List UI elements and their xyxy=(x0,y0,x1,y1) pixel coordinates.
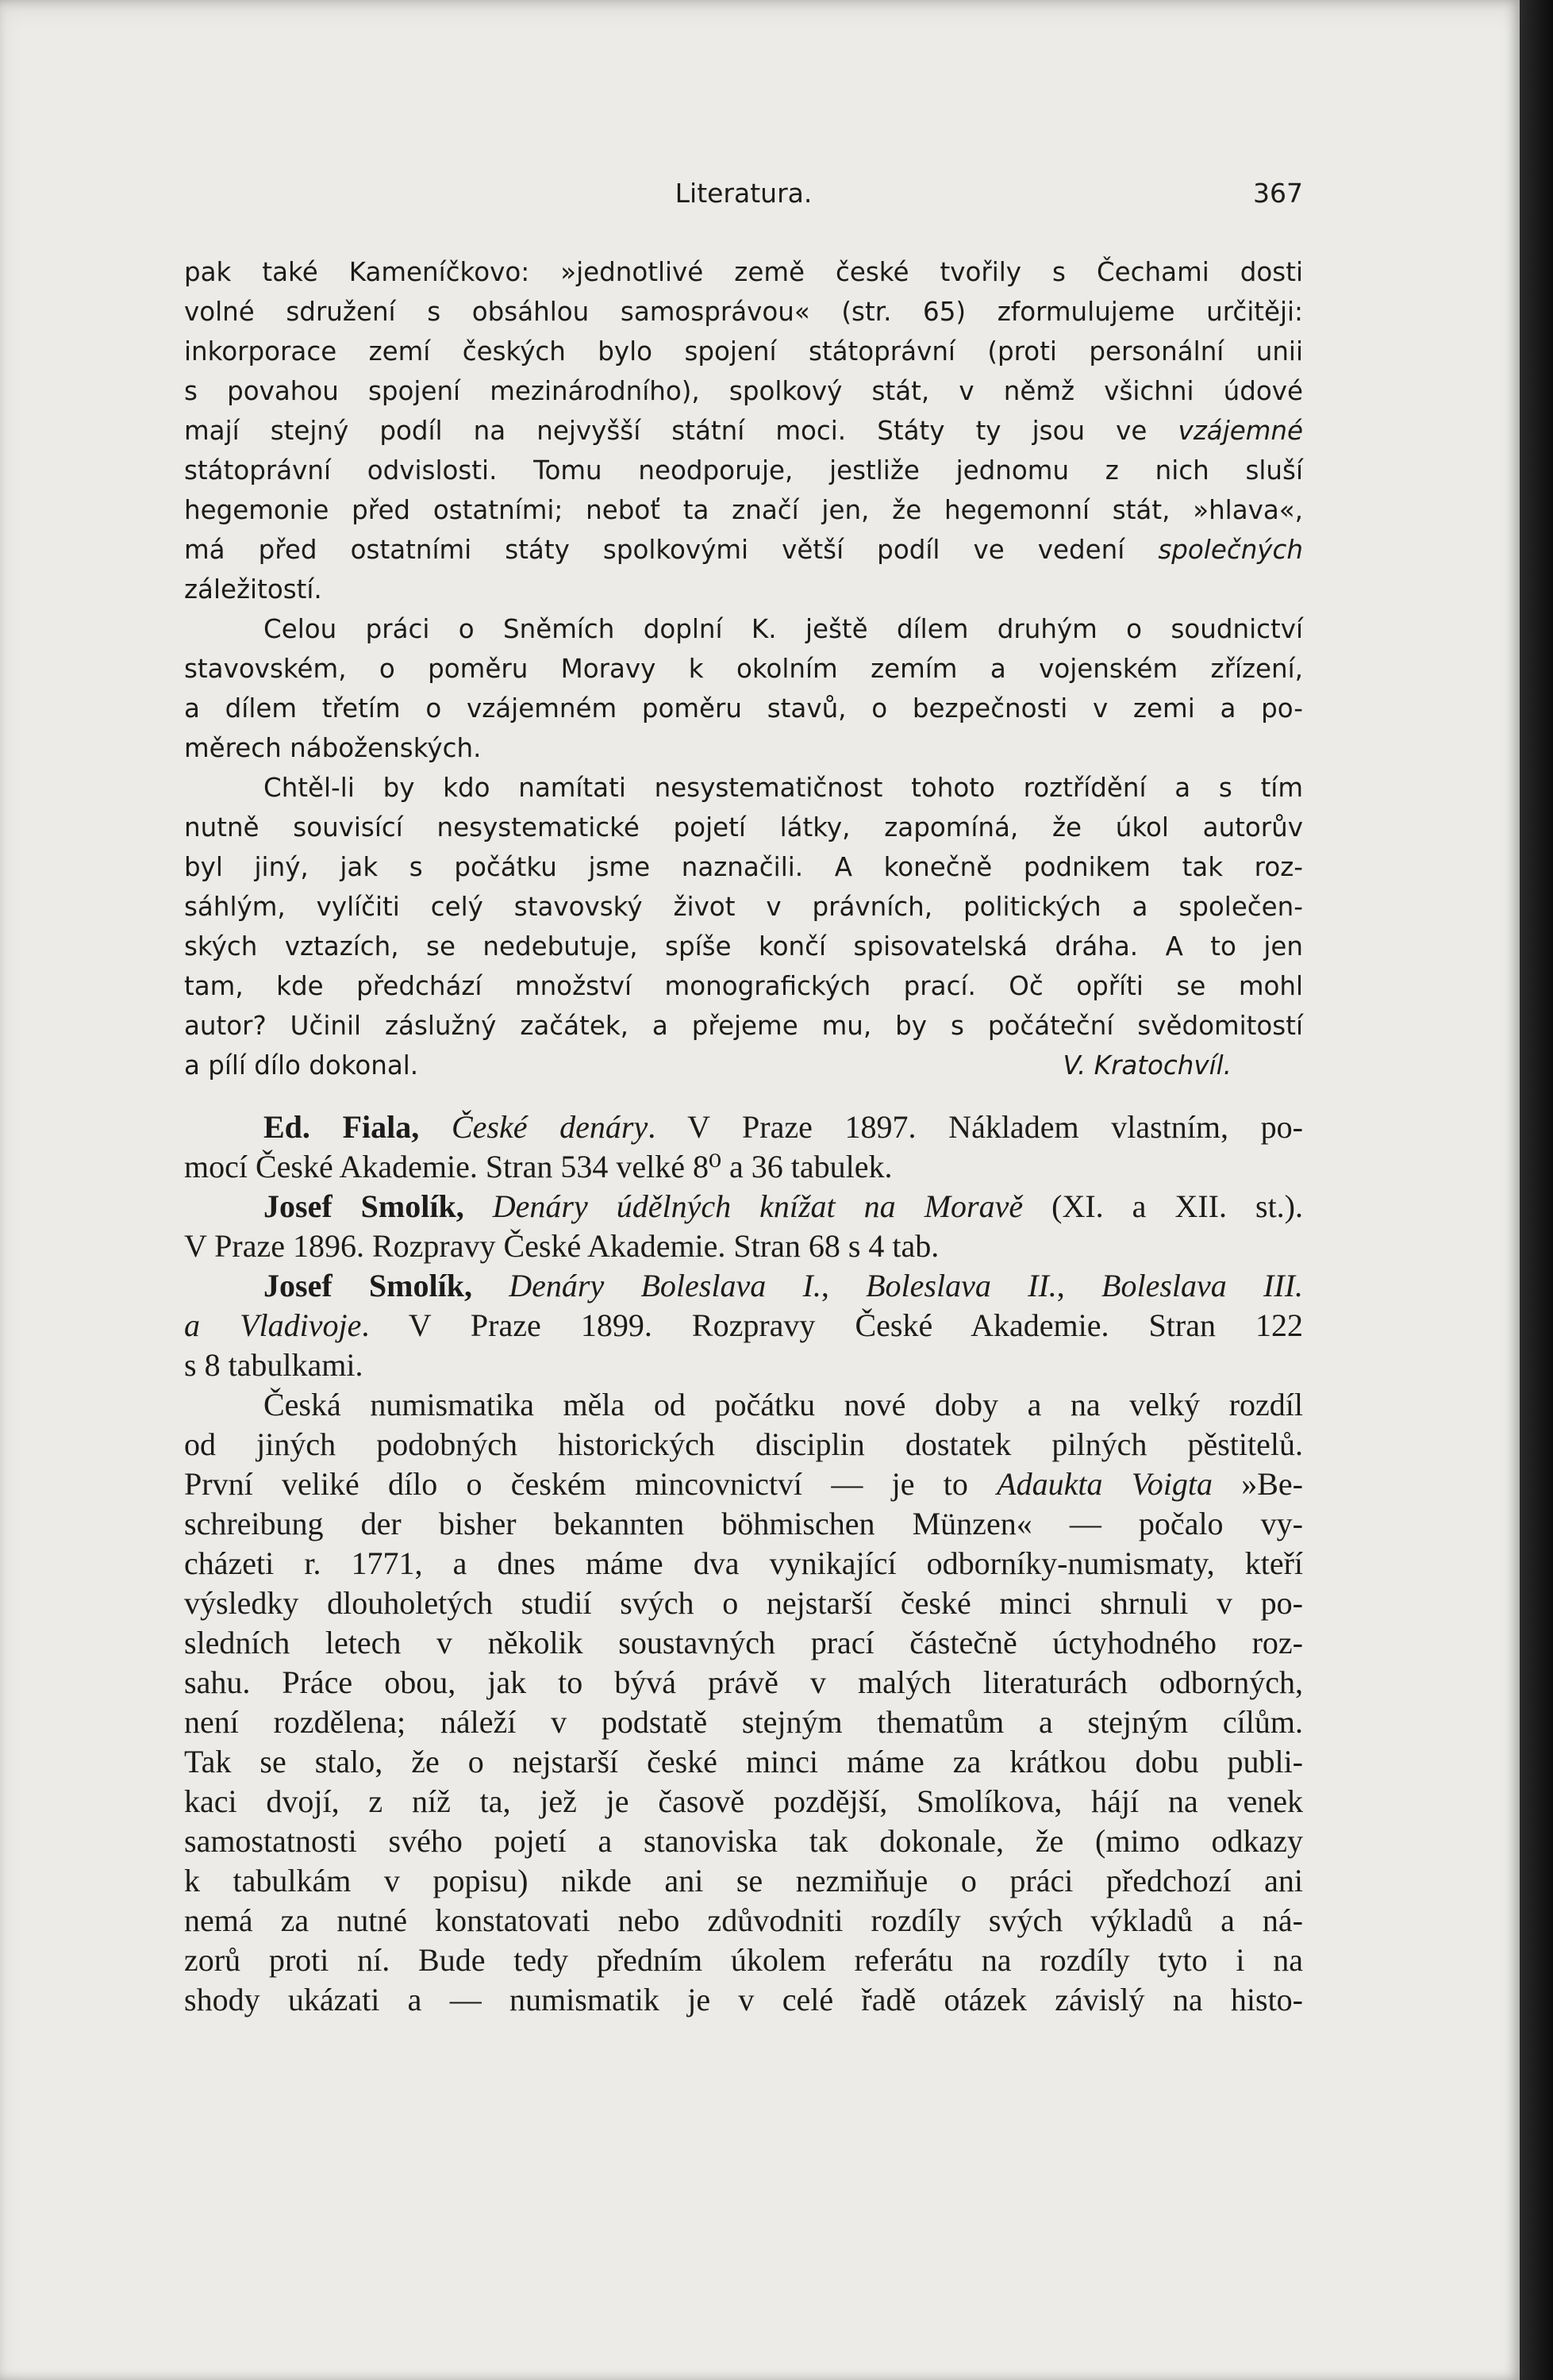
text-line: inkorporace zemí českých bylo spojení státoprávní (proti personální unii xyxy=(184,336,1303,367)
text-line: a dílem třetím o vzájemném poměru stavů, o bezpečnosti v zemi a po- xyxy=(184,693,1303,724)
author: Josef Smolík, xyxy=(263,1268,472,1303)
text-line: shody ukázati a — numismatik je v celé řadě otázek závislý na histo- xyxy=(184,1982,1303,2017)
text-line: sáhlým, vylíčiti celý stavovský život v právních, politických a společen- xyxy=(184,892,1303,922)
text-line: není rozdělena; náleží v podstatě stejným thematům a stejným cílům. xyxy=(184,1704,1303,1740)
italic-word: vzájemné xyxy=(1178,416,1303,446)
text-line: tam, kde předchází množství monografických prací. Oč opříti se mohl xyxy=(184,971,1303,1001)
bibliography-entry: Josef Smolík, Denáry Boleslava I., Boleslava II., Boleslava III. xyxy=(263,1268,1304,1303)
text-line: státoprávní odvislosti. Tomu neodporuje, jestliže jednomu z nich sluší xyxy=(184,455,1303,486)
text-line: sledních letech v několik soustavných prací částečně úctyhodného roz- xyxy=(184,1625,1303,1660)
text-line: Česká numismatika měla od počátku nové doby a na velký rozdíl xyxy=(263,1387,1303,1422)
text-line: Chtěl-li by kdo namítati nesystematičnost tohoto roztřídění a s tím xyxy=(263,773,1303,803)
book-title: Boleslava III. xyxy=(1101,1268,1304,1303)
running-head xyxy=(184,178,1303,217)
italic-word: společných xyxy=(1158,535,1303,565)
text-line: cházeti r. 1771, a dnes máme dva vynikající odborníky-numismaty, kteří xyxy=(184,1545,1303,1581)
review-continuation xyxy=(184,252,1303,1085)
running-head-title: Literatura. xyxy=(675,178,813,209)
scan-edge xyxy=(1520,0,1553,2380)
numismatics-review xyxy=(184,1107,1303,2020)
text-line: Celou práci o Sněmích doplní K. ještě dílem druhým o soudnictví xyxy=(263,614,1303,644)
text-line: od jiných podobných historických disciplin dostatek pilných pěstitelů. xyxy=(184,1426,1303,1462)
bibliography-entry: Josef Smolík, Denáry údělných knížat na Moravě (XI. a XII. st.). xyxy=(263,1188,1304,1224)
text-line: Tak se stalo, že o nejstarší české minci máme za krátkou dobu publi- xyxy=(184,1744,1303,1779)
text-line: a Vladivoje. V Praze 1899. Rozpravy České Akademie. Stran 122 xyxy=(184,1307,1304,1343)
text-line: mají stejný podíl na nejvyšší státní moci. Státy ty jsou ve vzájemné xyxy=(184,416,1303,446)
book-title: Denáry údělných knížat na Moravě xyxy=(492,1188,1024,1224)
book-title: a Vladivoje xyxy=(184,1307,362,1343)
text-line: výsledky dlouholetých studií svých o nejstarší české minci shrnuli v po- xyxy=(184,1585,1303,1621)
text-line: záležitostí. xyxy=(184,574,322,605)
text-line: zorů proti ní. Bude tedy předním úkolem referátu na rozdíly tyto i na xyxy=(184,1942,1303,1978)
text-line: k tabulkám v popisu) nikde ani se nezmiňuje o práci předchozí ani xyxy=(184,1863,1303,1898)
text-line: volné sdružení s obsáhlou samosprávou« (str. 65) zformulujeme určitěji: xyxy=(184,297,1303,327)
text-line: schreibung der bisher bekannten böhmischen Münzen« — počalo vy- xyxy=(184,1506,1303,1541)
text-line: hegemonie před ostatními; neboť ta značí jen, že hegemonní stát, »hlava«, xyxy=(184,495,1303,525)
signature: V. Kratochvíl. xyxy=(1063,1050,1232,1081)
book-title: Denáry Boleslava I. xyxy=(509,1268,821,1303)
bibliography-entry: Ed. Fiala, České denáry. V Praze 1897. Nákladem vlastním, po- xyxy=(263,1109,1303,1145)
text-line: autor? Učinil záslužný začátek, a přejeme mu, by s počáteční svědomitostí xyxy=(184,1011,1303,1041)
author: Ed. Fiala, xyxy=(263,1109,420,1145)
text-line: pak také Kameníčkovo: »jednotlivé země české tvořily s Čechami dosti xyxy=(184,257,1303,287)
book-title: Boleslava II. xyxy=(866,1268,1057,1303)
text-line: mocí České Akademie. Stran 534 velké 8⁰ a 36 tabulek. xyxy=(184,1149,893,1184)
text-line: V Praze 1896. Rozpravy České Akademie. Stran 68 s 4 tab. xyxy=(184,1228,940,1264)
text-line: ských vztazích, se nedebutuje, spíše končí spisovatelská dráha. A to jen xyxy=(184,931,1303,962)
text-line: a pílí dílo dokonal. V. Kratochvíl. xyxy=(184,1046,1303,1085)
text-line: stavovském, o poměru Moravy k okolním zemím a vojenském zřízení, xyxy=(184,654,1303,684)
text-line: nemá za nutné konstatovati nebo zdůvodniti rozdíly svých výkladů a ná- xyxy=(184,1902,1303,1938)
text-line: byl jiný, jak s počátku jsme naznačili. A konečně podnikem tak roz- xyxy=(184,852,1303,882)
page-number: 367 xyxy=(1253,178,1303,209)
cited-author: Adaukta Voigta xyxy=(997,1466,1213,1502)
text-line: s povahou spojení mezinárodního), spolkový stát, v němž všichni údové xyxy=(184,376,1303,406)
author: Josef Smolík, xyxy=(263,1188,464,1224)
text-line: nutně souvisící nesystematické pojetí látky, zapomíná, že úkol autorův xyxy=(184,812,1303,843)
text-line: sahu. Práce obou, jak to bývá právě v malých literaturách odborných, xyxy=(184,1664,1303,1700)
text-line: s 8 tabulkami. xyxy=(184,1347,363,1383)
text-line: kaci dvojí, z níž ta, jež je časově pozdější, Smolíkova, hájí na venek xyxy=(184,1783,1303,1819)
book-title: České denáry xyxy=(451,1109,648,1145)
text-line: První veliké dílo o českém mincovnictví — je to Adaukta Voigta »Be- xyxy=(184,1466,1304,1502)
text-line: má před ostatními státy spolkovými větší podíl ve vedení společných xyxy=(184,535,1303,565)
text-line: měrech náboženských. xyxy=(184,733,482,763)
text-line: samostatnosti svého pojetí a stanoviska tak dokonale, že (mimo odkazy xyxy=(184,1823,1303,1859)
